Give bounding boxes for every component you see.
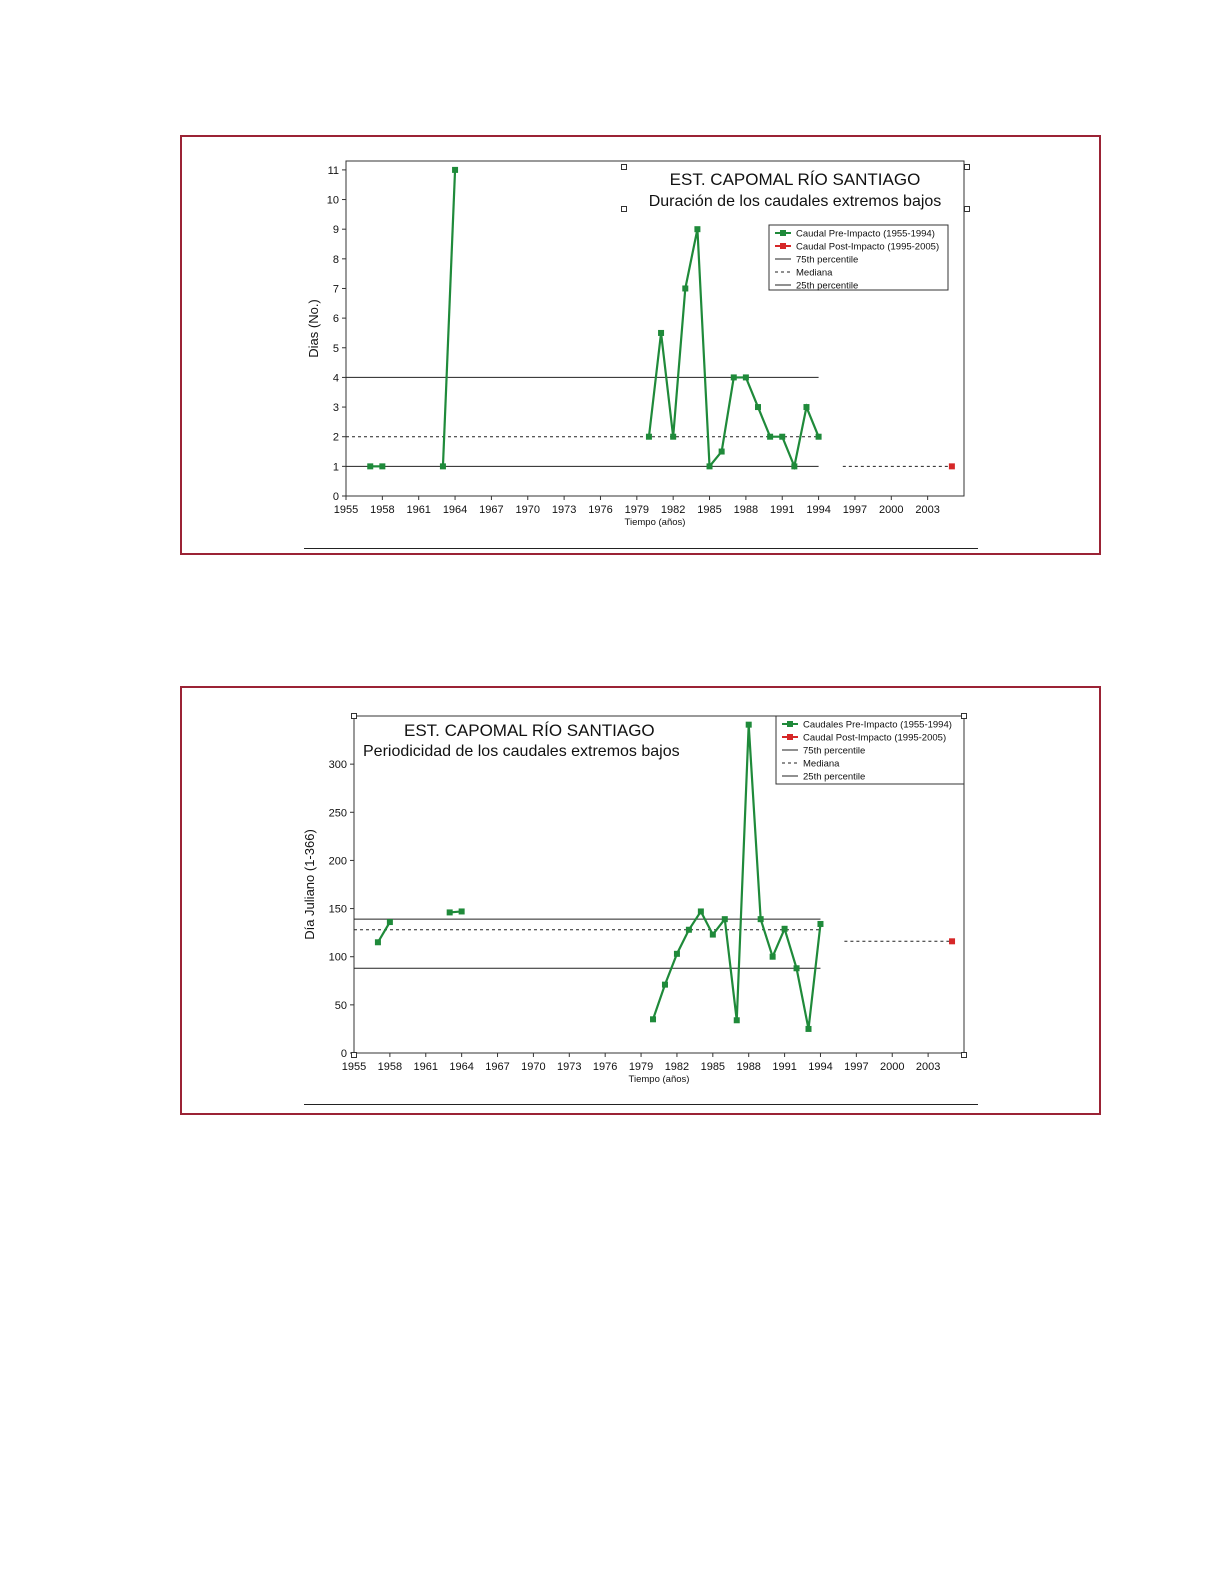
y-tick-label: 1 xyxy=(332,461,339,474)
plot-area xyxy=(346,161,964,496)
data-point xyxy=(806,1026,812,1032)
y-tick-label: 11 xyxy=(327,164,339,177)
data-point xyxy=(662,982,668,988)
x-tick-label: 1964 xyxy=(449,1061,474,1073)
legend-label: 75th percentile xyxy=(796,254,859,266)
x-tick-label: 1961 xyxy=(406,504,431,516)
data-point xyxy=(698,908,704,914)
y-tick-label: 5 xyxy=(332,342,339,355)
chart-subtitle: Duración de los caudales extremos bajos xyxy=(648,193,942,210)
x-tick-label: 1991 xyxy=(772,1061,797,1073)
x-tick-label: 2003 xyxy=(915,504,940,516)
divider-rule xyxy=(304,1104,978,1105)
x-tick-label: 1994 xyxy=(808,1061,833,1073)
selection-handle xyxy=(965,165,970,170)
chart-frame-duracion xyxy=(180,135,1101,555)
data-point xyxy=(743,374,749,380)
data-point xyxy=(387,919,393,925)
selection-handle xyxy=(622,165,627,170)
selection-handle xyxy=(962,714,967,719)
x-tick-label: 1964 xyxy=(442,504,468,516)
x-axis-label: Tiempo (años) xyxy=(628,1074,690,1085)
legend-label: Caudales Pre-Impacto (1955-1994) xyxy=(803,719,952,731)
data-point xyxy=(803,404,809,410)
legend-marker xyxy=(780,243,786,249)
data-point xyxy=(686,927,692,933)
legend-label: 25th percentile xyxy=(796,280,859,292)
y-tick-label: 50 xyxy=(334,999,347,1012)
legend-label: Mediana xyxy=(803,758,840,770)
data-point xyxy=(440,463,446,469)
data-point xyxy=(710,932,716,938)
x-tick-label: 1967 xyxy=(485,1061,510,1073)
x-axis-label: Tiempo (años) xyxy=(624,517,686,528)
x-tick-label: 1958 xyxy=(377,1061,403,1073)
y-tick-label: 3 xyxy=(332,402,339,415)
x-tick-label: 1955 xyxy=(333,504,359,516)
data-point xyxy=(707,463,713,469)
x-tick-label: 1976 xyxy=(592,1061,618,1073)
x-tick-label: 1973 xyxy=(557,1061,582,1073)
selection-handle xyxy=(965,207,970,212)
x-tick-label: 1985 xyxy=(700,1061,726,1073)
x-tick-label: 1973 xyxy=(551,504,577,516)
x-tick-label: 1988 xyxy=(733,504,759,516)
legend-marker xyxy=(787,734,793,740)
data-point xyxy=(767,434,773,440)
legend-label: Caudal Post-Impacto (1995-2005) xyxy=(803,732,947,744)
legend-label: Caudal Pre-Impacto (1955-1994) xyxy=(796,228,935,240)
data-point xyxy=(746,722,752,728)
selection-handle xyxy=(352,714,357,719)
legend-label: 75th percentile xyxy=(803,745,866,757)
x-tick-label: 1982 xyxy=(660,504,686,516)
x-tick-label: 2000 xyxy=(879,504,904,516)
x-tick-label: 1967 xyxy=(479,504,504,516)
y-tick-label: 0 xyxy=(332,491,339,503)
data-point xyxy=(694,226,700,232)
x-tick-label: 1982 xyxy=(664,1061,690,1073)
y-axis-label: Día Juliano (1-366) xyxy=(302,829,317,940)
data-point xyxy=(731,374,737,380)
data-point xyxy=(779,434,785,440)
chart-periodicidad xyxy=(182,688,1099,1113)
data-point xyxy=(459,908,465,914)
y-axis-label: Dias (No.) xyxy=(306,299,321,358)
data-point xyxy=(719,449,725,455)
chart-title: EST. CAPOMAL RÍO SANTIAGO xyxy=(669,170,921,189)
x-tick-label: 1979 xyxy=(624,504,650,516)
data-point xyxy=(722,916,728,922)
x-tick-label: 2000 xyxy=(879,1061,905,1073)
y-tick-label: 8 xyxy=(332,253,339,266)
data-point xyxy=(758,916,764,922)
x-tick-label: 1988 xyxy=(736,1061,761,1073)
data-point xyxy=(375,939,381,945)
y-tick-label: 200 xyxy=(328,855,347,868)
y-tick-label: 100 xyxy=(328,951,347,964)
y-tick-label: 4 xyxy=(332,372,339,385)
y-tick-label: 250 xyxy=(328,807,347,820)
data-point xyxy=(452,167,458,173)
x-tick-label: 1955 xyxy=(341,1061,367,1073)
x-tick-label: 2003 xyxy=(915,1061,941,1073)
divider-rule xyxy=(304,548,978,549)
x-tick-label: 1979 xyxy=(628,1061,654,1073)
data-point xyxy=(650,1016,656,1022)
chart-frame-periodicidad xyxy=(180,686,1101,1115)
y-tick-label: 2 xyxy=(332,431,339,444)
data-point xyxy=(755,404,761,410)
data-point xyxy=(658,330,664,336)
legend-marker xyxy=(780,230,786,236)
data-point xyxy=(682,285,688,291)
x-tick-label: 1997 xyxy=(844,1061,869,1073)
legend-marker xyxy=(787,721,793,727)
x-tick-label: 1970 xyxy=(515,504,541,516)
y-tick-label: 7 xyxy=(332,283,339,296)
y-tick-label: 300 xyxy=(328,759,347,772)
y-tick-label: 10 xyxy=(326,194,339,207)
data-point xyxy=(949,463,955,469)
legend-label: 25th percentile xyxy=(803,771,866,783)
x-tick-label: 1991 xyxy=(769,504,795,516)
data-point xyxy=(791,463,797,469)
x-tick-label: 1961 xyxy=(413,1061,439,1073)
selection-handle xyxy=(352,1053,357,1058)
data-point xyxy=(674,951,680,957)
chart-subtitle: Periodicidad de los caudales extremos bajos xyxy=(363,743,680,760)
y-tick-label: 150 xyxy=(328,903,347,916)
data-point xyxy=(816,434,822,440)
data-point xyxy=(949,938,955,944)
data-point xyxy=(367,463,373,469)
legend-label: Mediana xyxy=(796,267,833,279)
data-point xyxy=(379,463,385,469)
data-point xyxy=(646,434,652,440)
data-point xyxy=(734,1017,740,1023)
x-tick-label: 1997 xyxy=(842,504,868,516)
data-point xyxy=(782,926,788,932)
y-tick-label: 9 xyxy=(332,224,339,237)
data-point xyxy=(670,434,676,440)
data-point xyxy=(447,909,453,915)
y-tick-label: 0 xyxy=(340,1048,347,1060)
data-point xyxy=(794,965,800,971)
selection-handle xyxy=(622,207,627,212)
data-point xyxy=(817,921,823,927)
x-tick-label: 1994 xyxy=(806,504,831,516)
chart-duracion xyxy=(182,137,1099,553)
x-tick-label: 1958 xyxy=(370,504,395,516)
x-tick-label: 1976 xyxy=(588,504,613,516)
data-point xyxy=(770,954,776,960)
selection-handle xyxy=(962,1053,967,1058)
y-tick-label: 6 xyxy=(332,313,339,326)
x-tick-label: 1970 xyxy=(521,1061,546,1073)
x-tick-label: 1985 xyxy=(697,504,722,516)
chart-title: EST. CAPOMAL RÍO SANTIAGO xyxy=(404,721,655,740)
legend-label: Caudal Post-Impacto (1995-2005) xyxy=(796,241,940,253)
